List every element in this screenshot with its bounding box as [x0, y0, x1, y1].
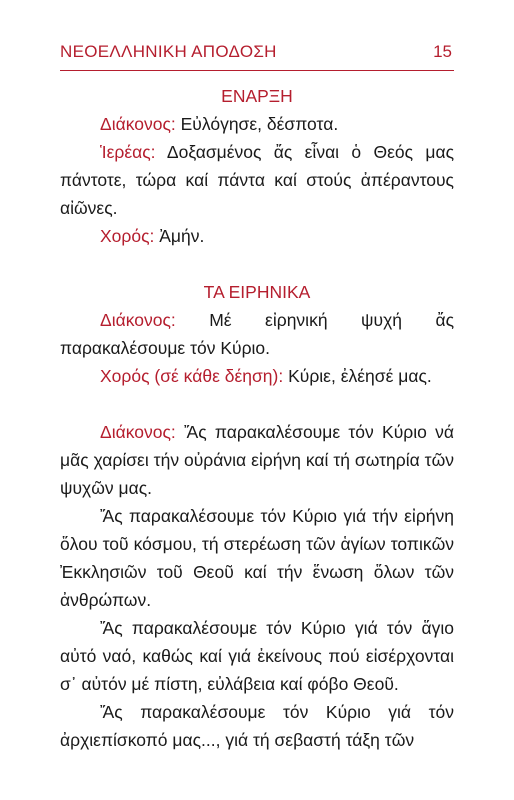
speaker-label: Ἱερέας: [100, 142, 156, 162]
speaker-label: Διάκονος: [100, 114, 176, 134]
line-text: Ἀμήν. [154, 226, 205, 246]
petition-paragraph: Ἄς παρακαλέσουμε τόν Κύριο γιά τόν ἀρχιεπίσκοπό μας..., γιά τή σεβαστή τάξη τῶν [60, 702, 454, 750]
speaker-label: Διάκονος: [100, 422, 176, 442]
dialogue-line [60, 306, 454, 362]
page-body [60, 82, 454, 754]
section-heading-eirinika: ΤΑ ΕΙΡΗΝΙΚΑ [203, 282, 311, 302]
petition-paragraph: Ἄς παρακαλέσουμε τόν Κύριο γιά τήν εἰρήνη ὅλου τοῦ κόσμου, τή στερέωση τῶν ἁγίων τοπικῶν Ἐκκλησιῶν τοῦ Θεοῦ καί τήν ἕνωση ὅλων τῶν ἀνθρώπων. [60, 506, 454, 610]
page-number: 15 [433, 42, 452, 61]
speaker-label: Χορός: [100, 226, 155, 246]
page-header [60, 36, 454, 71]
section-heading-enarxi: ΕΝΑΡΞΗ [221, 86, 293, 106]
dialogue-line [60, 222, 454, 250]
running-title: ΝΕΟΕΛΛΗΝΙΚΗ ΑΠΟΔΟΣΗ [60, 42, 277, 61]
petition-paragraph [60, 418, 454, 502]
petition-paragraph: Ἄς παρακαλέσουμε τόν Κύριο γιά τόν ἅγιο αὐτό ναό, καθώς καί γιά ἐκείνους πού εἰσέρχονται σ᾽ αὐτόν μέ πίστη, εὐλάβεια καί φόβο Θεοῦ. [60, 618, 454, 694]
section-spacer [60, 250, 454, 278]
dialogue-line [60, 362, 454, 390]
speaker-label: Διάκονος: [100, 310, 176, 330]
line-text: Δοξασμένος ἄς εἶναι ὁ Θεός μας πάντοτε, τώρα καί πάντα καί στούς ἀπέραντους αἰῶνες. [60, 142, 454, 218]
line-text: Ἄς παρακαλέσουμε τόν Κύριο νά μᾶς χαρίσει τήν οὐράνια εἰρήνη καί τή σωτηρία τῶν ψυχῶν μας. [60, 422, 454, 498]
line-text: Κύριε, ἐλέησέ μας. [283, 366, 432, 386]
dialogue-line [60, 138, 454, 222]
speaker-label: Χορός (σέ κάθε δέηση): [100, 366, 284, 386]
dialogue-line [60, 110, 454, 138]
section-spacer [60, 390, 454, 418]
line-text: Μέ εἰρηνική ψυχή ἄς παρακαλέσουμε τόν Κύριο. [60, 310, 454, 358]
line-text: Εὐλόγησε, δέσποτα. [175, 114, 339, 134]
